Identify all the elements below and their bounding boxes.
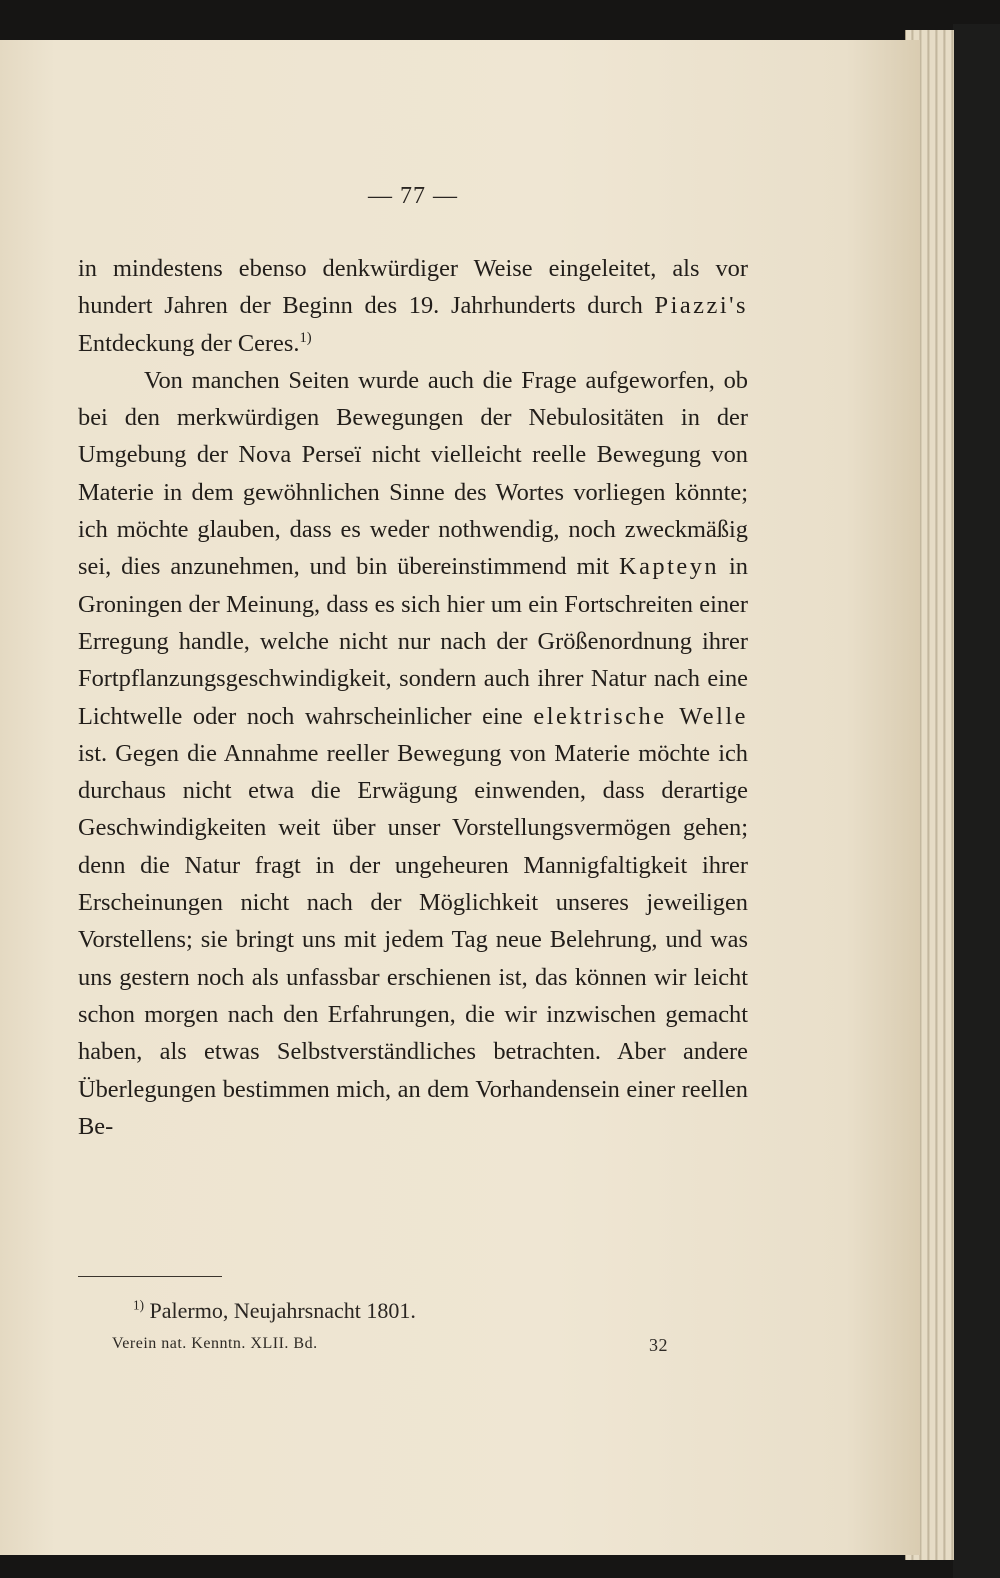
footnote bbox=[133, 1298, 416, 1324]
name-kapteyn: Kapteyn bbox=[618, 553, 720, 581]
footnote-mark: 1) bbox=[133, 1297, 144, 1313]
footnote-rule bbox=[78, 1276, 222, 1277]
signature-journal: Verein nat. Kenntn. XLII. Bd. bbox=[112, 1335, 318, 1352]
name-piazzi: Piazzi's bbox=[654, 292, 748, 320]
footnote-reference: 1) bbox=[299, 329, 312, 346]
book-cover-edge bbox=[953, 24, 1000, 1578]
paragraph-1-text-a: in mindestens ebenso denkwürdiger Weise eingeleitet, als vor hundert Jahren der Beginn des 19. Jahrhunderts durch bbox=[78, 255, 748, 320]
paragraph-2-text-c: ist. Gegen die Annahme reeller Bewegung von Materie möchte ich durchaus nicht etwa die Erwägung einwenden, dass derartige Geschwindigkeiten weit über unser Vorstellungsvermögen gehen; denn die Natur fragt in der ungeheuren Mannigfaltigkeit ihrer Erscheinungen nicht nach der Möglichkeit unseres jeweiligen Vorstellens; sie bringt uns mit jedem Tag neue Belehrung, und was uns gestern noch als unfassbar erschienen ist, das können wir leicht schon morgen nach den Erfahrungen, die wir inzwischen gemacht haben, als etwas Selbstverständliches betrachten. Aber andere Überlegungen bestimmen mich, an dem Vorhandensein einer reellen Be- bbox=[78, 739, 748, 1140]
signature-number: 32 bbox=[649, 1335, 668, 1355]
paragraph-2-text-a: Von manchen Seiten wurde auch die Frage aufgeworfen, ob bei den merkwürdigen Bewegungen der Nebulositäten in der Umgebung der Nova Perseï nicht vielleicht reelle Bewegung von Materie in dem gewöhnlichen Sinne des Wortes vorliegen könnte; ich möchte glauben, dass es weder nothwendig, noch zweckmäßig sei, dies anzunehmen, und bin übereinstimmend mit bbox=[78, 366, 748, 581]
paragraph-2 bbox=[78, 362, 748, 1145]
paragraph-1-text-b: Entdeckung der Ceres. bbox=[78, 329, 300, 357]
body-text bbox=[78, 250, 748, 1145]
emphasis-elektrische-welle: elektrische Welle bbox=[533, 702, 748, 730]
page-number: — 77 — bbox=[368, 183, 458, 209]
footnote-text: Palermo, Neujahrsnacht 1801. bbox=[144, 1298, 416, 1323]
paragraph-2-text-b: in Groningen der Meinung, dass es sich hier um ein Fortschreiten einer Erregung handle, welche nicht nur nach der Größenordnung ihrer Fortpflanzungsgeschwindigkeit, sondern auch ihrer Natur nach eine Lichtwelle oder noch wahrscheinlicher eine bbox=[78, 553, 748, 730]
paragraph-1 bbox=[78, 250, 748, 362]
